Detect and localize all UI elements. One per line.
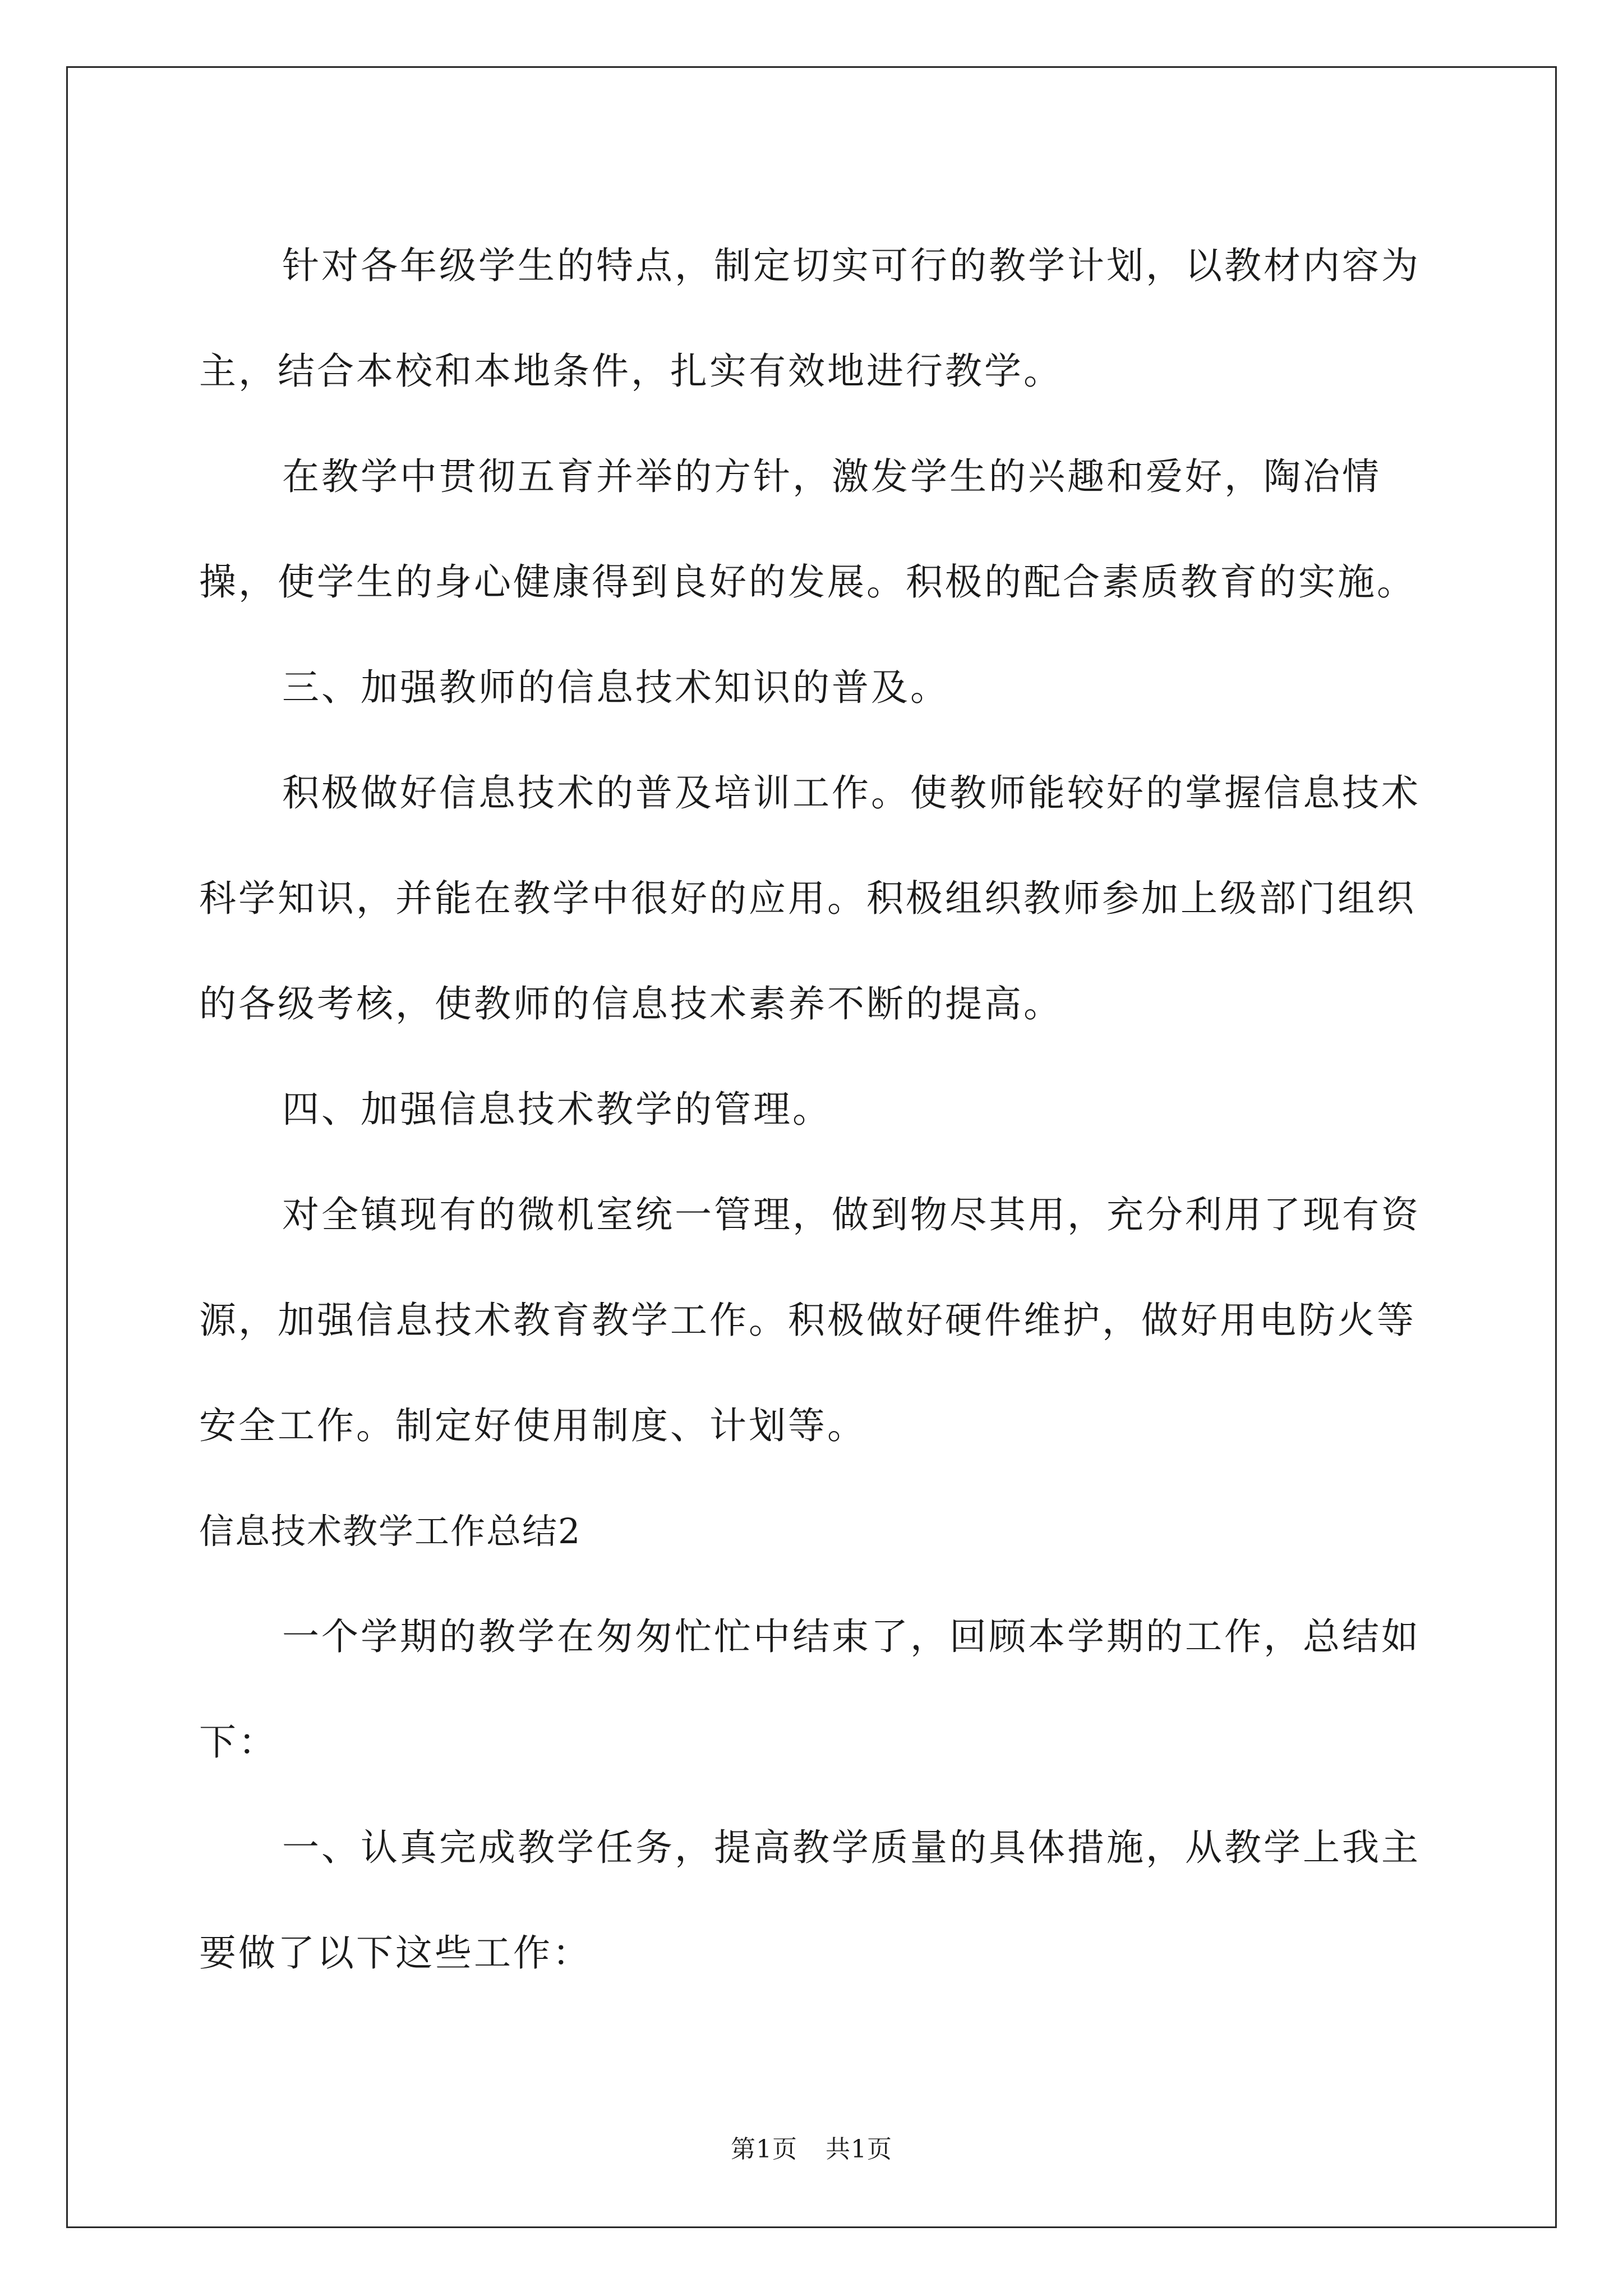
section-heading-three: 三、加强教师的信息技术知识的普及。 <box>282 666 949 709</box>
paragraph: 对全镇现有的微机室统一管理，做到物尽其用，充分利用了现有资源，加强信息技术教育教学工作。积极做好硬件维护，做好用电防火等安全工作。制定好使用制度、计划等。 <box>199 1193 1421 1447</box>
page-footer <box>0 2129 1623 2165</box>
page-total: 共1页 <box>826 2135 892 2164</box>
paragraph: 一、认真完成教学任务，提高教学质量的具体措施，从教学上我主要做了以下这些工作： <box>199 1826 1421 1975</box>
document-body <box>199 213 1433 2006</box>
page-number: 第1页 <box>731 2135 797 2164</box>
section-heading-four: 四、加强信息技术教学的管理。 <box>282 1088 832 1131</box>
paragraph: 针对各年级学生的特点，制定切实可行的教学计划，以教材内容为主，结合本校和本地条件，扎实有效地进行教学。 <box>199 244 1421 393</box>
paragraph: 在教学中贯彻五育并举的方针，激发学生的兴趣和爱好，陶冶情操，使学生的身心健康得到良好的发展。积极的配合素质教育的实施。 <box>199 455 1416 604</box>
paragraph: 一个学期的教学在匆匆忙忙中结束了，回顾本学期的工作，总结如下： <box>199 1615 1421 1764</box>
document-subtitle: 信息技术教学工作总结2 <box>199 1511 582 1552</box>
paragraph: 积极做好信息技术的普及培训工作。使教师能较好的掌握信息技术科学知识，并能在教学中很好的应用。积极组织教师参加上级部门组织的各级考核，使教师的信息技术素养不断的提高。 <box>199 771 1421 1025</box>
